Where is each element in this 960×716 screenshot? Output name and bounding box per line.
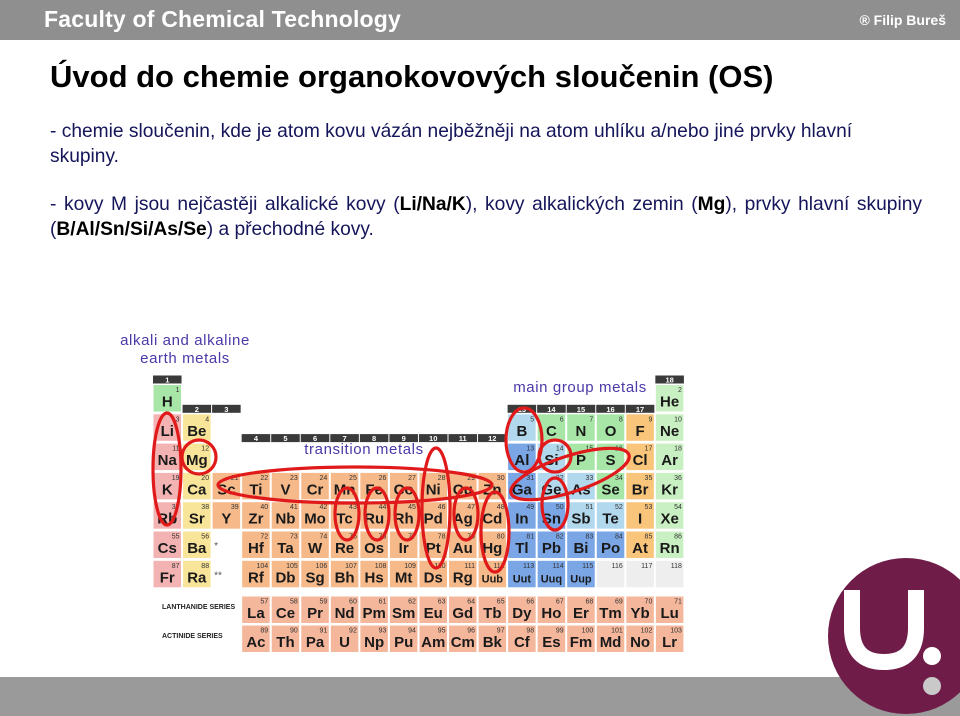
element-Rf-number: 104 [256,562,269,570]
element-N-number: 7 [589,416,594,424]
element-Br-symbol: Br [631,481,649,499]
element-Ce-number: 58 [289,598,298,606]
element-Cu-symbol: Cu [452,481,473,499]
element-Sn-symbol: Sn [541,510,562,528]
svg-text:9: 9 [401,434,406,444]
element-Po-number: 84 [615,533,623,541]
element-Zn-number: 30 [496,474,505,482]
element-C-symbol: C [546,422,557,440]
element-Fr-number: 87 [171,562,180,570]
element-Bi-symbol: Bi [573,540,589,557]
element-Mg-number: 12 [201,445,210,453]
element-Rh-symbol: Rh [393,510,414,528]
element-Uuq-symbol: Uuq [540,573,563,586]
element-Tm-number: 69 [615,598,623,606]
element-Pr-symbol: Pr [307,605,323,622]
element-Tc-number: 43 [349,504,357,512]
element-N-symbol: N [575,422,587,440]
element-Rb-number: 37 [171,504,180,512]
element-Os-symbol: Os [364,540,385,557]
element-Po-symbol: Po [600,540,621,557]
element-Rg-number: 111 [464,562,476,570]
element-Eu-symbol: Eu [423,605,443,622]
element-Pd-symbol: Pd [423,510,443,528]
element-Am-symbol: Am [421,634,446,651]
element-Ir-symbol: Ir [398,540,409,557]
element-Y-symbol: Y [221,510,232,528]
element-F-number: 9 [648,416,653,424]
element-Nb-number: 41 [289,504,298,512]
element-Uub-number: 112 [493,562,505,570]
element-Eu-number: 63 [437,598,446,606]
element-Re-number: 75 [349,533,357,541]
element-K-number: 19 [171,474,180,482]
element-He-symbol: He [660,393,680,411]
element-Gd-number: 64 [467,598,476,606]
element-Tl-number: 81 [526,533,535,541]
element-Zr-symbol: Zr [248,510,264,528]
element-Ne-number: 10 [674,416,682,424]
element-Pb-number: 82 [555,533,564,541]
element-At-symbol: At [632,540,648,557]
svg-text:3: 3 [224,404,229,414]
element-No-symbol: No [630,634,651,651]
annotation-main-group: main group metals [513,379,647,396]
element-Cr-symbol: Cr [306,481,324,499]
element-B-symbol: B [516,422,528,440]
element-Sr-number: 38 [201,504,210,512]
metals-text-1: - kovy M jsou nejčastěji alkalické kovy ( [50,194,400,215]
lanthanide-series-label: LANTHANIDE SERIES [162,604,236,611]
element-Uut-number: 113 [522,562,535,570]
element-Rn-symbol: Rn [659,540,680,557]
element-Ag-symbol: Ag [452,510,473,528]
element-La-number: 57 [260,598,269,606]
svg-text:10: 10 [429,434,438,444]
author-label: ® Filip Bureš [859,12,946,28]
svg-text:17: 17 [635,404,645,414]
element-S-symbol: S [605,452,616,470]
element-P-number: 15 [585,445,594,453]
element-Ti-symbol: Ti [249,481,263,499]
element-Ar-symbol: Ar [661,452,678,470]
element-Ru-number: 44 [378,504,387,512]
element-Cf-symbol: Cf [513,634,530,651]
element-Ge-symbol: Ge [541,481,562,499]
element-Te-number: 52 [615,504,623,512]
element-Uub-symbol: Uub [481,573,504,586]
element-Fm-symbol: Fm [569,634,593,651]
element-Lu-number: 71 [674,598,682,606]
logo-dot-upper [923,647,941,665]
element-Pm-number: 61 [378,598,387,606]
svg-text:18: 18 [665,375,674,385]
element-Tm-symbol: Tm [599,605,622,622]
element-Rf-symbol: Rf [248,569,264,587]
element-Rn-number: 86 [674,533,682,541]
element-He-number: 2 [677,387,682,394]
svg-text:13: 13 [517,404,527,414]
annotation-alkali-line2: earth metals [140,350,230,367]
element-Cu-number: 29 [467,474,476,482]
svg-text:7: 7 [342,434,347,444]
element-Mo-number: 42 [319,504,328,512]
element-V-symbol: V [280,481,291,499]
element-Si-symbol: Si [544,452,559,470]
element-Np-number: 93 [378,627,387,635]
alkali-metals-bold: Li/Na/K [399,194,466,215]
element-No-number: 102 [640,627,653,635]
element-Bi-number: 83 [585,533,594,541]
element-I-symbol: I [637,510,643,528]
alkaline-earth-bold: Mg [697,194,726,215]
element-Se-symbol: Se [601,481,620,499]
element-U-symbol: U [339,634,350,651]
annotation-transition: transition metals [304,441,424,458]
element-Cm-symbol: Cm [450,634,475,651]
element-Er-symbol: Er [573,605,589,622]
element-Sg-number: 106 [315,562,328,570]
element-Rh-number: 45 [408,504,416,512]
element-Lr-symbol: Lr [662,634,678,651]
element-Hs-number: 108 [374,562,387,570]
element-Li-number: 3 [175,416,180,424]
metals-text-3: ), prvky hlavní skupiny ( [50,194,922,240]
element-Cs-number: 55 [171,533,180,541]
element-Re-symbol: Re [334,540,355,557]
element-O-number: 8 [618,416,623,424]
element-Au-symbol: Au [452,540,473,557]
svg-text:6: 6 [312,434,318,444]
element-Ba-number: 56 [201,533,210,541]
svg-text:16: 16 [606,404,615,414]
element-In-number: 49 [526,504,535,512]
element-Cs-symbol: Cs [157,540,177,557]
element-Ds-number: 110 [434,562,446,570]
element-Es-symbol: Es [542,634,561,651]
series-marker: ** [214,570,222,582]
svg-text:11: 11 [458,434,467,444]
element-Uup-symbol: Uup [570,573,592,586]
element-Np-symbol: Np [364,634,385,651]
element-U-number: 92 [349,627,357,635]
element-Mg-symbol: Mg [185,452,208,470]
element-Fr-symbol: Fr [159,569,175,587]
element-Pu-symbol: Pu [394,634,414,651]
element-Uut-symbol: Uut [512,573,532,586]
element-Fe-number: 26 [378,474,387,482]
element-Mt-symbol: Mt [394,569,413,587]
svg-text:4: 4 [253,434,259,444]
element-Pa-number: 91 [319,627,328,635]
element-Sm-symbol: Sm [392,605,416,622]
element-Te-symbol: Te [602,510,619,528]
svg-text:5: 5 [283,434,288,444]
element-Na-symbol: Na [157,452,177,470]
element-Yb-symbol: Yb [630,605,650,622]
element-Nd-number: 60 [349,598,357,606]
element-Pt-symbol: Pt [425,540,441,557]
svg-text:1: 1 [165,375,170,385]
element-Er-number: 68 [585,598,594,606]
element-Cf-number: 98 [526,627,535,635]
element-Hg-number: 80 [496,533,505,541]
element-B-number: 5 [530,416,535,424]
element-Na-number: 11 [172,445,180,453]
element-Sn-number: 50 [555,504,564,512]
element-Uup-number: 115 [582,562,594,570]
element-Gd-symbol: Gd [452,605,474,622]
element-Pa-symbol: Pa [305,634,325,651]
element-Ca-symbol: Ca [187,481,207,499]
svg-text:14: 14 [547,404,556,414]
element-Pd-number: 46 [437,504,446,512]
element-Ga-symbol: Ga [511,481,532,499]
element-Sc-symbol: Sc [217,481,236,499]
logo-dot-lower [923,677,941,695]
element-Ds-symbol: Ds [423,569,443,587]
element-Mn-number: 25 [349,474,357,482]
element-Rg-symbol: Rg [452,569,473,587]
element-empty-116-number: 116 [611,562,623,570]
element-Ac-symbol: Ac [246,634,266,651]
element-Be-symbol: Be [187,422,207,440]
element-Ba-symbol: Ba [187,540,207,557]
element-Db-symbol: Db [275,569,296,587]
element-Cm-number: 96 [467,627,476,635]
element-Kr-number: 36 [674,474,682,482]
element-Al-number: 13 [526,445,535,453]
metals-text-2: ), kovy alkalických zemin ( [465,194,698,215]
element-Bh-number: 107 [345,562,357,570]
element-Ho-number: 67 [555,598,564,606]
element-Sr-symbol: Sr [188,510,205,528]
element-empty-118-number: 118 [670,562,682,570]
element-Rb-symbol: Rb [157,510,178,528]
element-Ra-symbol: Ra [187,569,207,587]
element-Sm-number: 62 [408,598,416,606]
element-Pu-number: 94 [408,627,416,635]
element-empty-117-number: 117 [641,562,653,570]
element-Pr-number: 59 [319,598,328,606]
element-Sc-number: 21 [230,474,239,482]
element-Ta-number: 73 [289,533,298,541]
element-Ru-symbol: Ru [364,510,385,528]
element-Nb-symbol: Nb [275,510,296,528]
element-Hf-symbol: Hf [248,540,264,557]
element-Kr-symbol: Kr [661,481,678,499]
element-Sb-number: 51 [585,504,594,512]
element-F-symbol: F [635,422,645,440]
element-K-symbol: K [161,481,173,499]
element-Si-number: 14 [555,445,564,453]
element-Nd-symbol: Nd [334,605,355,622]
element-Ca-number: 20 [201,474,210,482]
element-Dy-number: 66 [526,598,535,606]
svg-text:15: 15 [576,404,586,414]
element-S-number: 16 [615,445,623,453]
element-In-symbol: In [515,510,529,528]
svg-text:12: 12 [488,434,497,444]
element-Sb-symbol: Sb [571,510,591,528]
element-Tl-symbol: Tl [515,540,529,557]
element-Md-number: 101 [611,627,623,635]
element-Se-number: 34 [615,474,623,482]
element-Ti-number: 22 [260,474,269,482]
element-Zr-number: 40 [260,504,269,512]
element-P-symbol: P [575,452,586,470]
metals-text-4: ) a přechodné kovy. [206,219,374,240]
element-Pt-number: 78 [437,533,446,541]
element-Am-number: 95 [437,627,446,635]
element-Ni-number: 28 [437,474,446,482]
element-Mo-symbol: Mo [304,510,326,528]
element-Lu-symbol: Lu [660,605,679,622]
element-Xe-symbol: Xe [660,510,679,528]
element-Es-number: 99 [555,627,564,635]
element-Ce-symbol: Ce [275,605,296,622]
element-Cl-symbol: Cl [632,452,648,470]
element-Uuq-number: 114 [552,562,564,570]
element-Bk-number: 97 [496,627,505,635]
element-Lr-number: 103 [670,627,682,635]
element-Zn-symbol: Zn [483,481,502,499]
element-Db-number: 105 [286,562,298,570]
element-Tb-symbol: Tb [483,605,502,622]
element-Ne-symbol: Ne [660,422,680,440]
faculty-brand: Faculty of Chemical Technology [44,6,402,32]
element-H-number: 1 [175,387,180,394]
element-Hg-symbol: Hg [482,540,503,557]
svg-text:8: 8 [372,434,377,444]
element-Au-number: 79 [467,533,476,541]
element-Li-symbol: Li [160,422,174,440]
element-Ta-symbol: Ta [277,540,294,557]
element-Th-symbol: Th [276,634,295,651]
element-At-number: 85 [644,533,653,541]
element-Dy-symbol: Dy [512,605,532,622]
element-Ga-number: 31 [526,474,535,482]
element-Hs-symbol: Hs [364,569,384,587]
slide-title: Úvod do chemie organokovových sloučenin (OS) [50,59,774,94]
element-Fe-symbol: Fe [365,481,383,499]
element-W-number: 74 [319,533,328,541]
element-Cd-symbol: Cd [482,510,503,528]
element-Ar-number: 18 [674,445,682,453]
element-Ac-number: 89 [260,627,269,635]
element-Ir-number: 77 [408,533,416,541]
element-Tc-symbol: Tc [336,510,353,528]
definition-paragraph: - chemie sloučenin, kde je atom kovu vázán nejběžněji na atom uhlíku a/nebo jiné prvky hlavní skupiny. [50,121,853,167]
element-Md-symbol: Md [599,634,622,651]
element-Cl-number: 17 [644,445,653,453]
element-Tb-number: 65 [496,598,505,606]
element-Bk-symbol: Bk [482,634,502,651]
element-Yb-number: 70 [644,598,653,606]
actinide-series-label: ACTINIDE SERIES [162,633,223,640]
element-Al-symbol: Al [514,452,530,470]
element-Cr-number: 24 [319,474,328,482]
element-As-number: 33 [585,474,594,482]
element-Bh-symbol: Bh [334,569,355,587]
element-Y-number: 39 [230,504,239,512]
element-As-symbol: As [571,481,591,499]
annotation-alkali-line1: alkali and alkaline [120,332,250,349]
svg-text:2: 2 [194,404,199,414]
element-V-number: 23 [289,474,298,482]
element-Ni-symbol: Ni [425,481,441,499]
series-marker: * [214,541,219,552]
element-Ag-number: 47 [467,504,476,512]
element-H-symbol: H [161,393,173,411]
element-Ho-symbol: Ho [541,605,562,622]
element-Co-symbol: Co [393,481,414,499]
element-Mt-number: 109 [404,562,416,570]
main-group-bold: B/Al/Sn/Si/As/Se [56,219,207,240]
element-Th-number: 90 [289,627,298,635]
element-Br-number: 35 [644,474,653,482]
element-Sg-symbol: Sg [305,569,325,587]
element-Os-number: 76 [378,533,387,541]
element-Pb-symbol: Pb [541,540,562,557]
element-C-number: 6 [559,416,564,424]
element-I-number: 53 [644,504,653,512]
element-La-symbol: La [247,605,265,622]
element-Mn-symbol: Mn [333,481,356,499]
element-W-symbol: W [307,540,323,557]
element-O-symbol: O [604,422,617,440]
element-Fm-number: 100 [581,627,594,635]
element-Ge-number: 32 [555,474,564,482]
element-Cd-number: 48 [496,504,505,512]
element-Ra-number: 88 [201,562,210,570]
element-Co-number: 27 [408,474,416,482]
element-Hf-number: 72 [260,533,269,541]
element-Pm-symbol: Pm [362,605,386,622]
element-Be-number: 4 [205,416,210,424]
element-Xe-number: 54 [674,504,682,512]
